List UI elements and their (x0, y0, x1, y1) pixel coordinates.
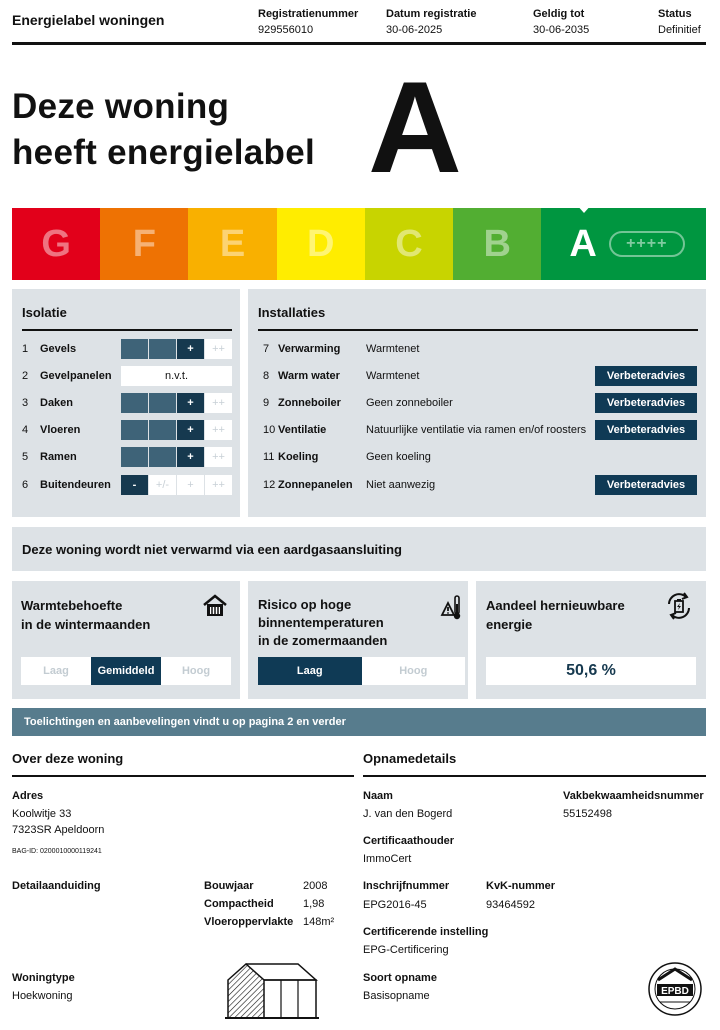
row-number: 5 (22, 451, 29, 463)
woningtype-label: Woningtype (12, 972, 75, 984)
certificaathouder-value: ImmoCert (363, 853, 412, 865)
rating-cell-active: + (177, 420, 204, 440)
woningtype-value: Hoekwoning (12, 990, 73, 1002)
installatie-row-zonneboiler (263, 393, 698, 413)
kvk-value: 93464592 (486, 899, 535, 911)
rating-cell-active: + (177, 447, 204, 467)
option-laag: Laag (21, 657, 91, 685)
installaties-panel (248, 289, 706, 517)
opnamedetails-divider (363, 775, 706, 777)
isolatie-row-gevelpanelen (22, 366, 234, 386)
opnamedetails-title: Opnamedetails (363, 751, 457, 766)
adres-street: Koolwitje 33 (12, 808, 72, 820)
row-name: Warm water (278, 370, 340, 382)
row-value: Warmtenet (366, 343, 420, 355)
rating-cells (121, 339, 233, 359)
row-number: 6 (22, 479, 29, 491)
energy-label-letter: A (368, 54, 462, 200)
rating-cell (121, 447, 148, 467)
risico-title-line-3: in de zomermaanden (258, 633, 388, 648)
hernieuwbaar-panel (476, 581, 706, 699)
installaties-divider (258, 329, 698, 331)
row-name: Buitendeuren (40, 479, 111, 491)
row-number: 3 (22, 397, 29, 409)
naam-value: J. van den Bogerd (363, 808, 453, 820)
valid-value: 30-06-2035 (533, 24, 590, 36)
over-woning-title: Over deze woning (12, 751, 124, 766)
certificerende-instelling-label: Certificerende instelling (363, 926, 489, 938)
row-number: 2 (22, 370, 29, 382)
verbeteradvies-button-zonneboiler[interactable]: Verbeteradvies (595, 393, 697, 413)
label-letter-c: C (395, 222, 423, 265)
not-applicable-value: n.v.t. (121, 366, 232, 386)
row-value: Geen koeling (366, 451, 431, 463)
info-bar (12, 708, 706, 736)
installatie-row-zonnepanelen (263, 475, 698, 495)
risico-panel (248, 581, 468, 699)
bouwjaar-value: 2008 (303, 880, 328, 892)
over-woning-divider (12, 775, 354, 777)
epbd-logo (646, 960, 704, 1018)
rating-cell (149, 339, 176, 359)
rating-cell (149, 393, 176, 413)
gas-notice-text: Deze woning wordt niet verwarmd via een aardgasaansluiting (22, 541, 402, 557)
installatie-row-verwarming (263, 339, 698, 359)
date-label: Datum registratie (386, 8, 477, 20)
rating-cell-active: - (121, 475, 148, 495)
rating-cell: ++ (205, 475, 232, 495)
energy-label-scale (12, 208, 706, 280)
renewable-battery-icon (664, 591, 694, 621)
vakbekwaamheid-label: Vakbekwaamheidsnummer (563, 790, 704, 802)
hernieuwbaar-title-line-1: Aandeel hernieuwbare (486, 598, 625, 613)
rating-cell (149, 420, 176, 440)
rating-cell (121, 393, 148, 413)
row-value: Natuurlijke ventilatie via ramen en/of roosters (366, 424, 587, 436)
valid-label: Geldig tot (533, 8, 585, 20)
row-name: Ramen (40, 451, 77, 463)
registration-block (258, 6, 358, 38)
rating-cell: ++ (205, 420, 232, 440)
label-segment-d (277, 208, 365, 280)
plus-indicator: ++++ (609, 231, 685, 257)
isolatie-row-vloeren (22, 420, 234, 440)
row-name: Ventilatie (278, 424, 327, 436)
inschrijfnummer-label: Inschrijfnummer (363, 880, 450, 892)
warmtebehoefte-scale (21, 657, 231, 685)
soort-opname-value: Basisopname (363, 990, 430, 1002)
kvk-label: KvK-nummer (486, 880, 556, 892)
registration-label: Registratienummer (258, 8, 359, 20)
row-value: Warmtenet (366, 370, 420, 382)
bag-id: BAG-ID: 0200010000119241 (12, 848, 102, 855)
row-name: Zonneboiler (278, 397, 341, 409)
isolatie-row-gevels (22, 339, 234, 359)
row-number: 11 (263, 451, 275, 463)
rating-cell (121, 339, 148, 359)
label-letter-b: B (483, 222, 511, 265)
row-name: Zonnepanelen (278, 479, 353, 491)
valid-block (533, 6, 589, 38)
rating-cell: ++ (205, 393, 232, 413)
option-hoog: Hoog (362, 657, 466, 685)
header-divider (12, 42, 706, 45)
isolatie-title: Isolatie (22, 305, 67, 320)
row-number: 7 (263, 343, 270, 355)
rating-cell: ++ (205, 339, 232, 359)
rating-cell: +/- (149, 475, 176, 495)
adres-city: 7323SR Apeldoorn (12, 824, 105, 836)
info-bar-text: Toelichtingen en aanbevelingen vindt u op pagina 2 en verder (24, 716, 346, 728)
status-block (658, 6, 701, 38)
row-name: Koeling (278, 451, 319, 463)
row-name: Gevelpanelen (40, 370, 112, 382)
row-number: 1 (22, 343, 29, 355)
option-laag-selected: Laag (258, 657, 362, 685)
document-title: Energielabel woningen (12, 12, 165, 28)
hero-line-2: heeft energielabel (12, 133, 316, 172)
vakbekwaamheid-value: 55152498 (563, 808, 612, 820)
isolatie-panel (12, 289, 240, 517)
row-number: 4 (22, 424, 29, 436)
rating-cell-active: + (177, 339, 204, 359)
label-segment-b (453, 208, 541, 280)
installaties-title: Installaties (258, 305, 326, 320)
row-value: Geen zonneboiler (366, 397, 453, 409)
label-letter-a: A (569, 222, 597, 265)
rating-cells (121, 447, 233, 467)
naam-label: Naam (363, 790, 393, 802)
risico-title-line-1: Risico op hoge (258, 597, 352, 612)
row-number: 8 (263, 370, 270, 382)
rating-cell-active: + (177, 393, 204, 413)
active-label-pointer (576, 204, 592, 213)
vloeroppervlakte-label: Vloeroppervlakte (204, 916, 294, 928)
label-segment-c (365, 208, 453, 280)
date-value: 30-06-2025 (386, 24, 443, 36)
compactheid-value: 1,98 (303, 898, 325, 910)
status-value: Definitief (658, 24, 701, 36)
date-block (386, 6, 476, 38)
risico-title-line-2: binnentemperaturen (258, 615, 384, 630)
corner-house-icon (224, 960, 320, 1022)
certificerende-instelling-value: EPG-Certificering (363, 944, 449, 956)
risico-title (258, 596, 387, 650)
label-segment-e (188, 208, 276, 280)
installatie-row-ventilatie (263, 420, 698, 440)
verbeteradvies-button-zonnepanelen[interactable]: Verbeteradvies (595, 475, 697, 495)
label-letter-f: F (132, 222, 156, 265)
isolatie-row-daken (22, 393, 234, 413)
certificaathouder-label: Certificaathouder (363, 835, 455, 847)
rating-cell: ++ (205, 447, 232, 467)
rating-cells (121, 393, 233, 413)
status-label: Status (658, 8, 692, 20)
rating-cell (149, 447, 176, 467)
adres-label: Adres (12, 790, 44, 802)
label-letter-g: G (41, 222, 71, 265)
bouwjaar-label: Bouwjaar (204, 880, 254, 892)
warmtebehoefte-title-line-2: in de wintermaanden (21, 617, 151, 632)
warmtebehoefte-title-line-1: Warmtebehoefte (21, 598, 123, 613)
house-heating-icon (202, 593, 228, 619)
installatie-row-warm-water (263, 366, 698, 386)
label-segment-f (100, 208, 188, 280)
label-segment-g (12, 208, 100, 280)
rating-cell: + (177, 475, 204, 495)
gas-notice-panel (12, 527, 706, 571)
vloeroppervlakte-value: 148m² (303, 916, 335, 928)
label-letter-e: E (219, 222, 246, 265)
registration-value: 929556010 (258, 24, 314, 36)
warning-thermometer-icon (440, 593, 462, 621)
row-number: 9 (263, 397, 270, 409)
hero-heading (12, 84, 315, 176)
soort-opname-label: Soort opname (363, 972, 437, 984)
isolatie-divider (22, 329, 232, 331)
isolatie-row-ramen (22, 447, 234, 467)
hero-line-1: Deze woning (12, 87, 230, 126)
hernieuwbaar-title-line-2: energie (486, 617, 533, 632)
option-gemiddeld-selected: Gemiddeld (91, 657, 161, 685)
row-number: 12 (263, 479, 276, 491)
verbeteradvies-button-warm-water[interactable]: Verbeteradvies (595, 366, 697, 386)
row-name: Gevels (40, 343, 77, 355)
risico-scale (258, 657, 465, 685)
row-number: 10 (263, 424, 276, 436)
rating-cells (121, 420, 233, 440)
row-name: Verwarming (278, 343, 341, 355)
detailaanduiding-label: Detailaanduiding (12, 880, 101, 892)
row-name: Daken (40, 397, 74, 409)
epbd-logo-text: EPBD (661, 986, 689, 997)
compactheid-label: Compactheid (204, 898, 274, 910)
hernieuwbaar-title (486, 596, 625, 634)
inschrijfnummer-value: EPG2016-45 (363, 899, 427, 911)
warmtebehoefte-panel (12, 581, 240, 699)
hernieuwbaar-value: 50,6 % (486, 657, 696, 685)
row-name: Vloeren (40, 424, 81, 436)
verbeteradvies-button-ventilatie[interactable]: Verbeteradvies (595, 420, 697, 440)
label-segment-a (541, 208, 706, 280)
row-value: Niet aanwezig (366, 479, 436, 491)
rating-cells (121, 475, 233, 495)
installatie-row-koeling (263, 447, 698, 467)
isolatie-row-buitendeuren (22, 475, 234, 495)
label-letter-d: D (307, 222, 335, 265)
rating-cell (121, 420, 148, 440)
warmtebehoefte-title (21, 596, 150, 634)
option-hoog: Hoog (161, 657, 231, 685)
